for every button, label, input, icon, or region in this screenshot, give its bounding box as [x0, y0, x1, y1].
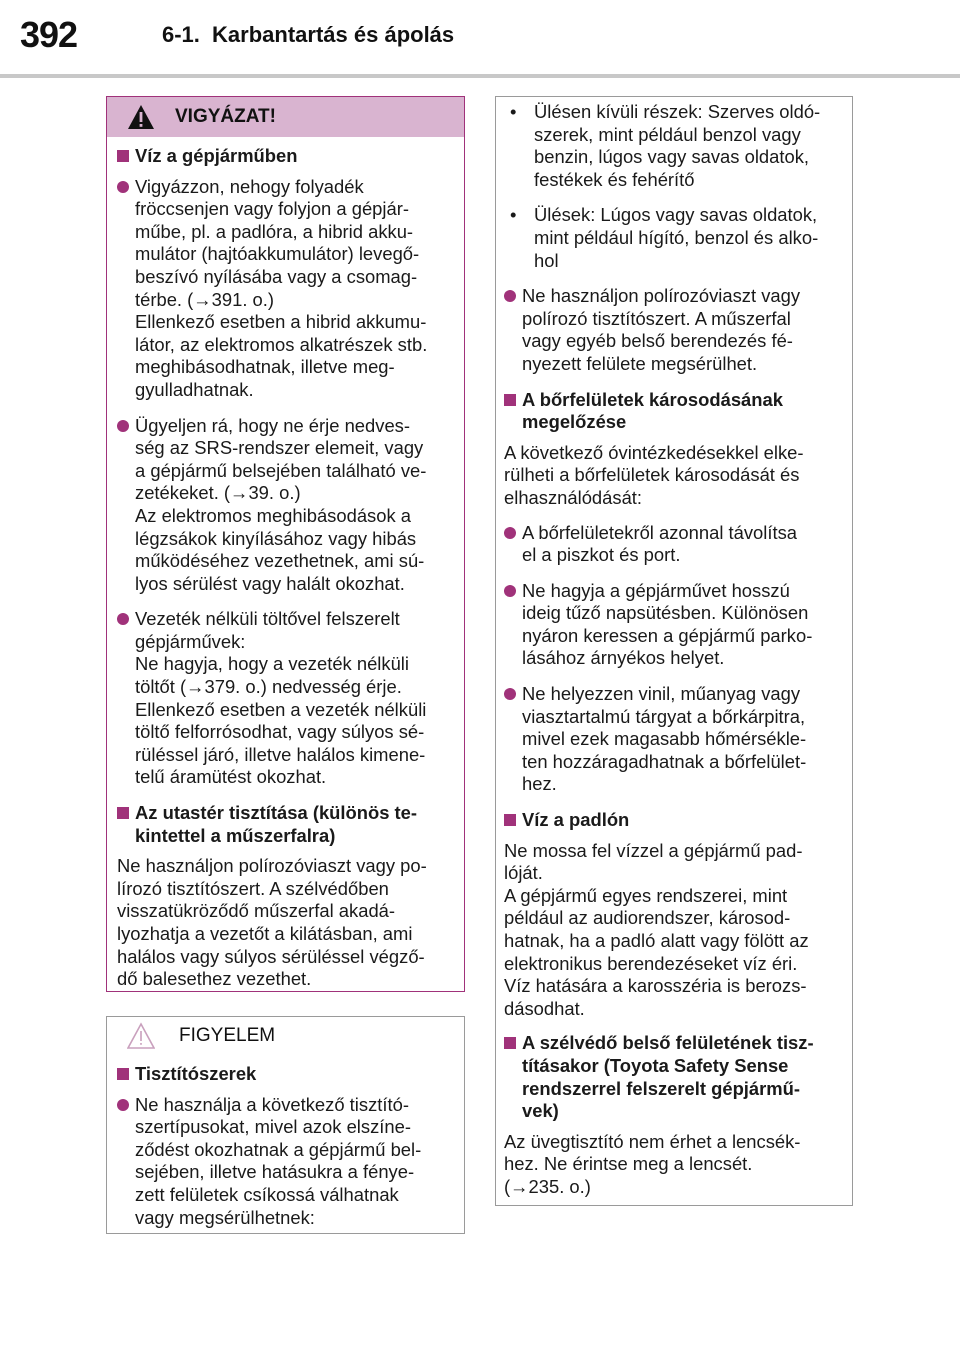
- warning-heading-water: Víz a gépjárműben: [117, 145, 450, 168]
- warning-header: [107, 97, 464, 137]
- notice-box: [106, 1016, 465, 1234]
- bullet-dot: •: [510, 101, 517, 122]
- page-header: [0, 0, 960, 74]
- list-item: Ne hagyja a gépjárművet hosszú ideig tűző napsütésben. Különösen nyáron keressen a gépjármű parko- lásához árnyékos helyet.: [504, 580, 840, 670]
- list-item: Ne használja a következő tisztító- szertípusokat, mivel azok elszíne- ződést okozhatnak a gépjármű bel- sejében, illetve hatásukra a fénye- zett felületek csíkossá válhatnak vagy megsérülhetnek:: [117, 1094, 450, 1230]
- list-item: Vezeték nélküli töltővel felszerelt gépjárművek: Ne hagyja, hogy a vezeték nélküli töltőt (→379. o.) nedvesség érje. Ellenkező esetben a vezeték nélküli töltő felforrósodhat, vagy súlyos sé- rüléssel járó, illetve halálos kimene- telű áramütést okozhat.: [117, 608, 450, 789]
- section-number: 6-1.: [162, 22, 200, 47]
- square-bullet-icon: [117, 1068, 129, 1080]
- warning-paragraph: Ne használjon polírozóviaszt vagy po- lírozó tisztítószert. A szélvédőben visszatükröződő műszerfal akadá- lyozhatja a vezetőt a kilátásban, ami halálos vagy súlyos sérüléssel végző- dő balesethez vezethet.: [117, 855, 427, 990]
- header-rule: [0, 74, 960, 78]
- list-item: A bőrfelületekről azonnal távolítsa el a piszkot és port.: [504, 522, 840, 567]
- round-bullet-icon: [117, 181, 129, 193]
- square-bullet-icon: [504, 814, 516, 826]
- square-bullet-icon: [117, 807, 129, 819]
- list-item: Ügyeljen rá, hogy ne érje nedves- ség az SRS-rendszer elemeit, vagy a gépjármű belsejében található ve- zetékeket. (→39. o.) Az elektromos meghibásodások a légzsákok kinyílásához vagy hibás működéséhez vezethetnek, ami sú- lyos sérülést vagy halált okozhat.: [117, 415, 450, 596]
- list-item: Ne használjon polírozóviaszt vagy polírozó tisztítószert. A műszerfal vagy egyéb belső berendezés fé- nyezett felülete megsérülhet.: [504, 285, 840, 375]
- square-bullet-icon: [504, 1037, 516, 1049]
- round-bullet-icon: [504, 290, 516, 302]
- heading-water-floor: Víz a padlón: [504, 809, 840, 832]
- round-bullet-icon: [504, 527, 516, 539]
- caution-triangle-icon: [127, 1022, 155, 1050]
- warning-triangle-icon: [127, 103, 155, 131]
- notice-title: FIGYELEM: [179, 1025, 276, 1046]
- warning-box: [106, 96, 465, 992]
- section-title: [162, 22, 454, 48]
- heading-windshield-cleaning: A szélvédő belső felületének tisz- tításakor (Toyota Safety Sense rendszerrel felszerelt gépjármű- vek): [504, 1032, 840, 1122]
- notice-content: [107, 1055, 464, 1229]
- square-bullet-icon: [504, 394, 516, 406]
- round-bullet-icon: [504, 688, 516, 700]
- paragraph: Ne mossa fel vízzel a gépjármű pad- lóját. A gépjármű egyes rendszerei, mint például az audiorendszer, károsod- hatnak, ha a padló alatt vagy fölött az elektronikus berendezéseket víz éri. Víz hatására a karosszéria is berozs- dásodhat.: [504, 839, 809, 1019]
- heading-leather-damage: A bőrfelületek károsodásának megelőzése: [504, 389, 840, 434]
- notice-continued-box: [495, 96, 853, 1206]
- round-bullet-icon: [117, 1099, 129, 1111]
- right-content: [496, 97, 852, 1199]
- paragraph: Az üvegtisztító nem érhet a lencsék- hez. Ne érintse meg a lencsét. (→235. o.): [504, 1130, 801, 1197]
- paragraph: A következő óvintézkedésekkel elke- rülheti a bőrfelületek károsodását és elhasználódását:: [504, 441, 804, 508]
- bullet-dot: •: [510, 204, 517, 226]
- square-bullet-icon: [117, 150, 129, 162]
- list-item: Ne helyezzen vinil, műanyag vagy viasztartalmú tárgyat a bőrkárpitra, mivel ezek magasabb hőmérsékle- ten hozzáragadhatnak a bőrfelület- hez.: [504, 683, 840, 796]
- warning-content: [107, 137, 464, 991]
- dash-list-item: • Ülésen kívüli részek: Szerves oldó- szerek, mint például benzol vagy benzin, lúgos vagy savas oldatok, festékek és fehérítő: [504, 101, 840, 191]
- notice-heading-cleaners: Tisztítószerek: [117, 1063, 450, 1086]
- page-number: 392: [20, 14, 78, 55]
- list-item: Vigyázzon, nehogy folyadék fröccsenjen vagy folyjon a gépjár- műbe, pl. a padlóra, a hibrid akku- mulátor (hajtóakkumulátor) levegő- beszívó nyílásába vagy a csomag- térbe. (→391. o.) Ellenkező esetben a hibrid akkumu- látor, az elektromos alkatrészek stb. meghibásodhatnak, illetve meg- gyulladhatnak.: [117, 176, 450, 402]
- round-bullet-icon: [504, 585, 516, 597]
- warning-title: VIGYÁZAT!: [175, 106, 276, 127]
- warning-heading-interior-cleaning: Az utastér tisztítása (különös te- kintettel a műszerfalra): [117, 802, 450, 847]
- dash-list-item: • Ülések: Lúgos vagy savas oldatok, mint például hígító, benzol és alko- hol: [504, 204, 840, 272]
- section-title-text: Karbantartás és ápolás: [212, 22, 455, 47]
- round-bullet-icon: [117, 420, 129, 432]
- notice-header: [107, 1017, 464, 1055]
- round-bullet-icon: [117, 613, 129, 625]
